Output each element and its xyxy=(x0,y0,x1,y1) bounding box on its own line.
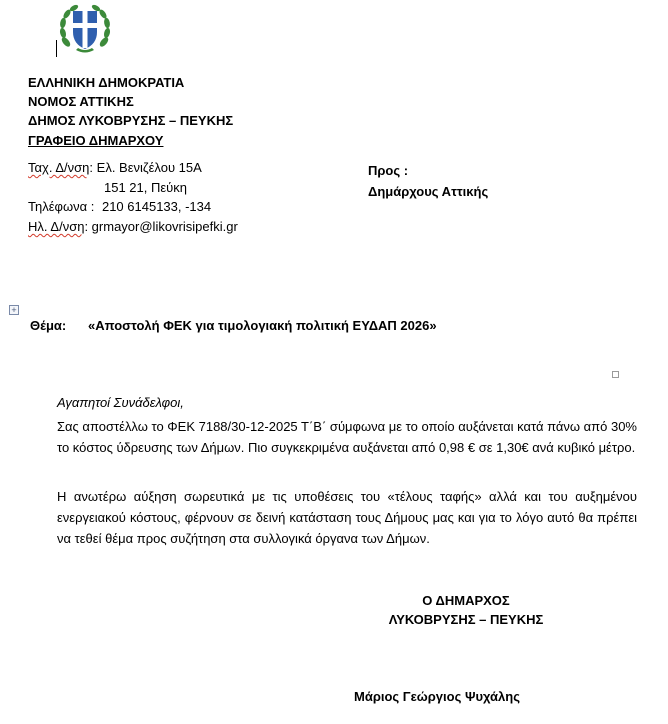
subject-label: Θέμα: xyxy=(30,318,67,333)
email-value: : grmayor@likovrisipefki.gr xyxy=(84,219,238,234)
signature-name: Μάριος Γεώργιος Ψυχάλης xyxy=(354,689,520,704)
text-cursor xyxy=(56,40,57,57)
phone-label: Τηλέφωνα : xyxy=(28,199,95,214)
greeting: Αγαπητοί Συνάδελφοι, xyxy=(57,395,184,410)
address-label: Ταχ. Δ/νση xyxy=(28,160,90,175)
recipient-name: Δημάρχους Αττικής xyxy=(368,184,489,199)
contact-address-row xyxy=(28,160,202,175)
greek-emblem-logo xyxy=(58,2,112,56)
signature-municipality: ΛΥΚΟΒΡΥΣΗΣ – ΠΕΥΚΗΣ xyxy=(388,612,544,627)
postal-code: 151 21, Πεύκη xyxy=(104,180,188,195)
signature-title: Ο ΔΗΜΑΡΧΟΣ xyxy=(422,593,510,608)
address-value: : Ελ. Βενιζέλου 15Α xyxy=(89,160,202,175)
header-country: ΕΛΛΗΝΙΚΗ ΔΗΜΟΚΡΑΤΙΑ xyxy=(28,75,185,90)
phone-value: 210 6145133, -134 xyxy=(101,199,212,214)
contact-email-row xyxy=(28,219,238,234)
header-prefecture: ΝΟΜΟΣ ΑΤΤΙΚΗΣ xyxy=(28,94,134,109)
body-paragraph-2: Η ανωτέρω αύξηση σωρευτικά με τις υποθέσεις του «τέλους ταφής» αλλά και του αυξημένου ενεργειακού κόστους, φέρνουν σε δεινή κατάσταση τους Δήμους μας και για το λόγο αυτό θα πρέπει να τεθεί θέμα προς συζήτηση στα συλλογικά όργανα των Δήμων. xyxy=(57,489,637,546)
table-resize-handle-icon[interactable] xyxy=(612,371,619,378)
recipient-label: Προς : xyxy=(368,163,409,178)
email-label: Ηλ. Δ/νση xyxy=(28,219,85,234)
contact-phone-row xyxy=(28,199,211,214)
cross-horizontal xyxy=(73,23,97,28)
body-paragraph-1: Σας αποστέλλω το ΦΕΚ 7188/30-12-2025 Τ΄Β΄ σύμφωνα με το οποίο αυξάνεται κατά πάνω από 30% το κόστος ύδρευσης των Δήμων. Πιο συγκεκριμένα αυξάνεται από 0,98 € σε 1,30€ ανά κυβικό μέτρο. xyxy=(57,419,637,455)
header-municipality: ΔΗΜΟΣ ΛΥΚΟΒΡΥΣΗΣ – ΠΕΥΚΗΣ xyxy=(28,113,234,128)
header-office: ΓΡΑΦΕΙΟ ΔΗΜΑΡΧΟΥ xyxy=(28,133,164,148)
subject-text: «Αποστολή ΦΕΚ για τιμολογιακή πολιτική ΕΥΔΑΠ 2026» xyxy=(88,318,437,333)
cross-vertical xyxy=(83,11,88,48)
table-move-handle-icon[interactable]: + xyxy=(9,305,19,315)
